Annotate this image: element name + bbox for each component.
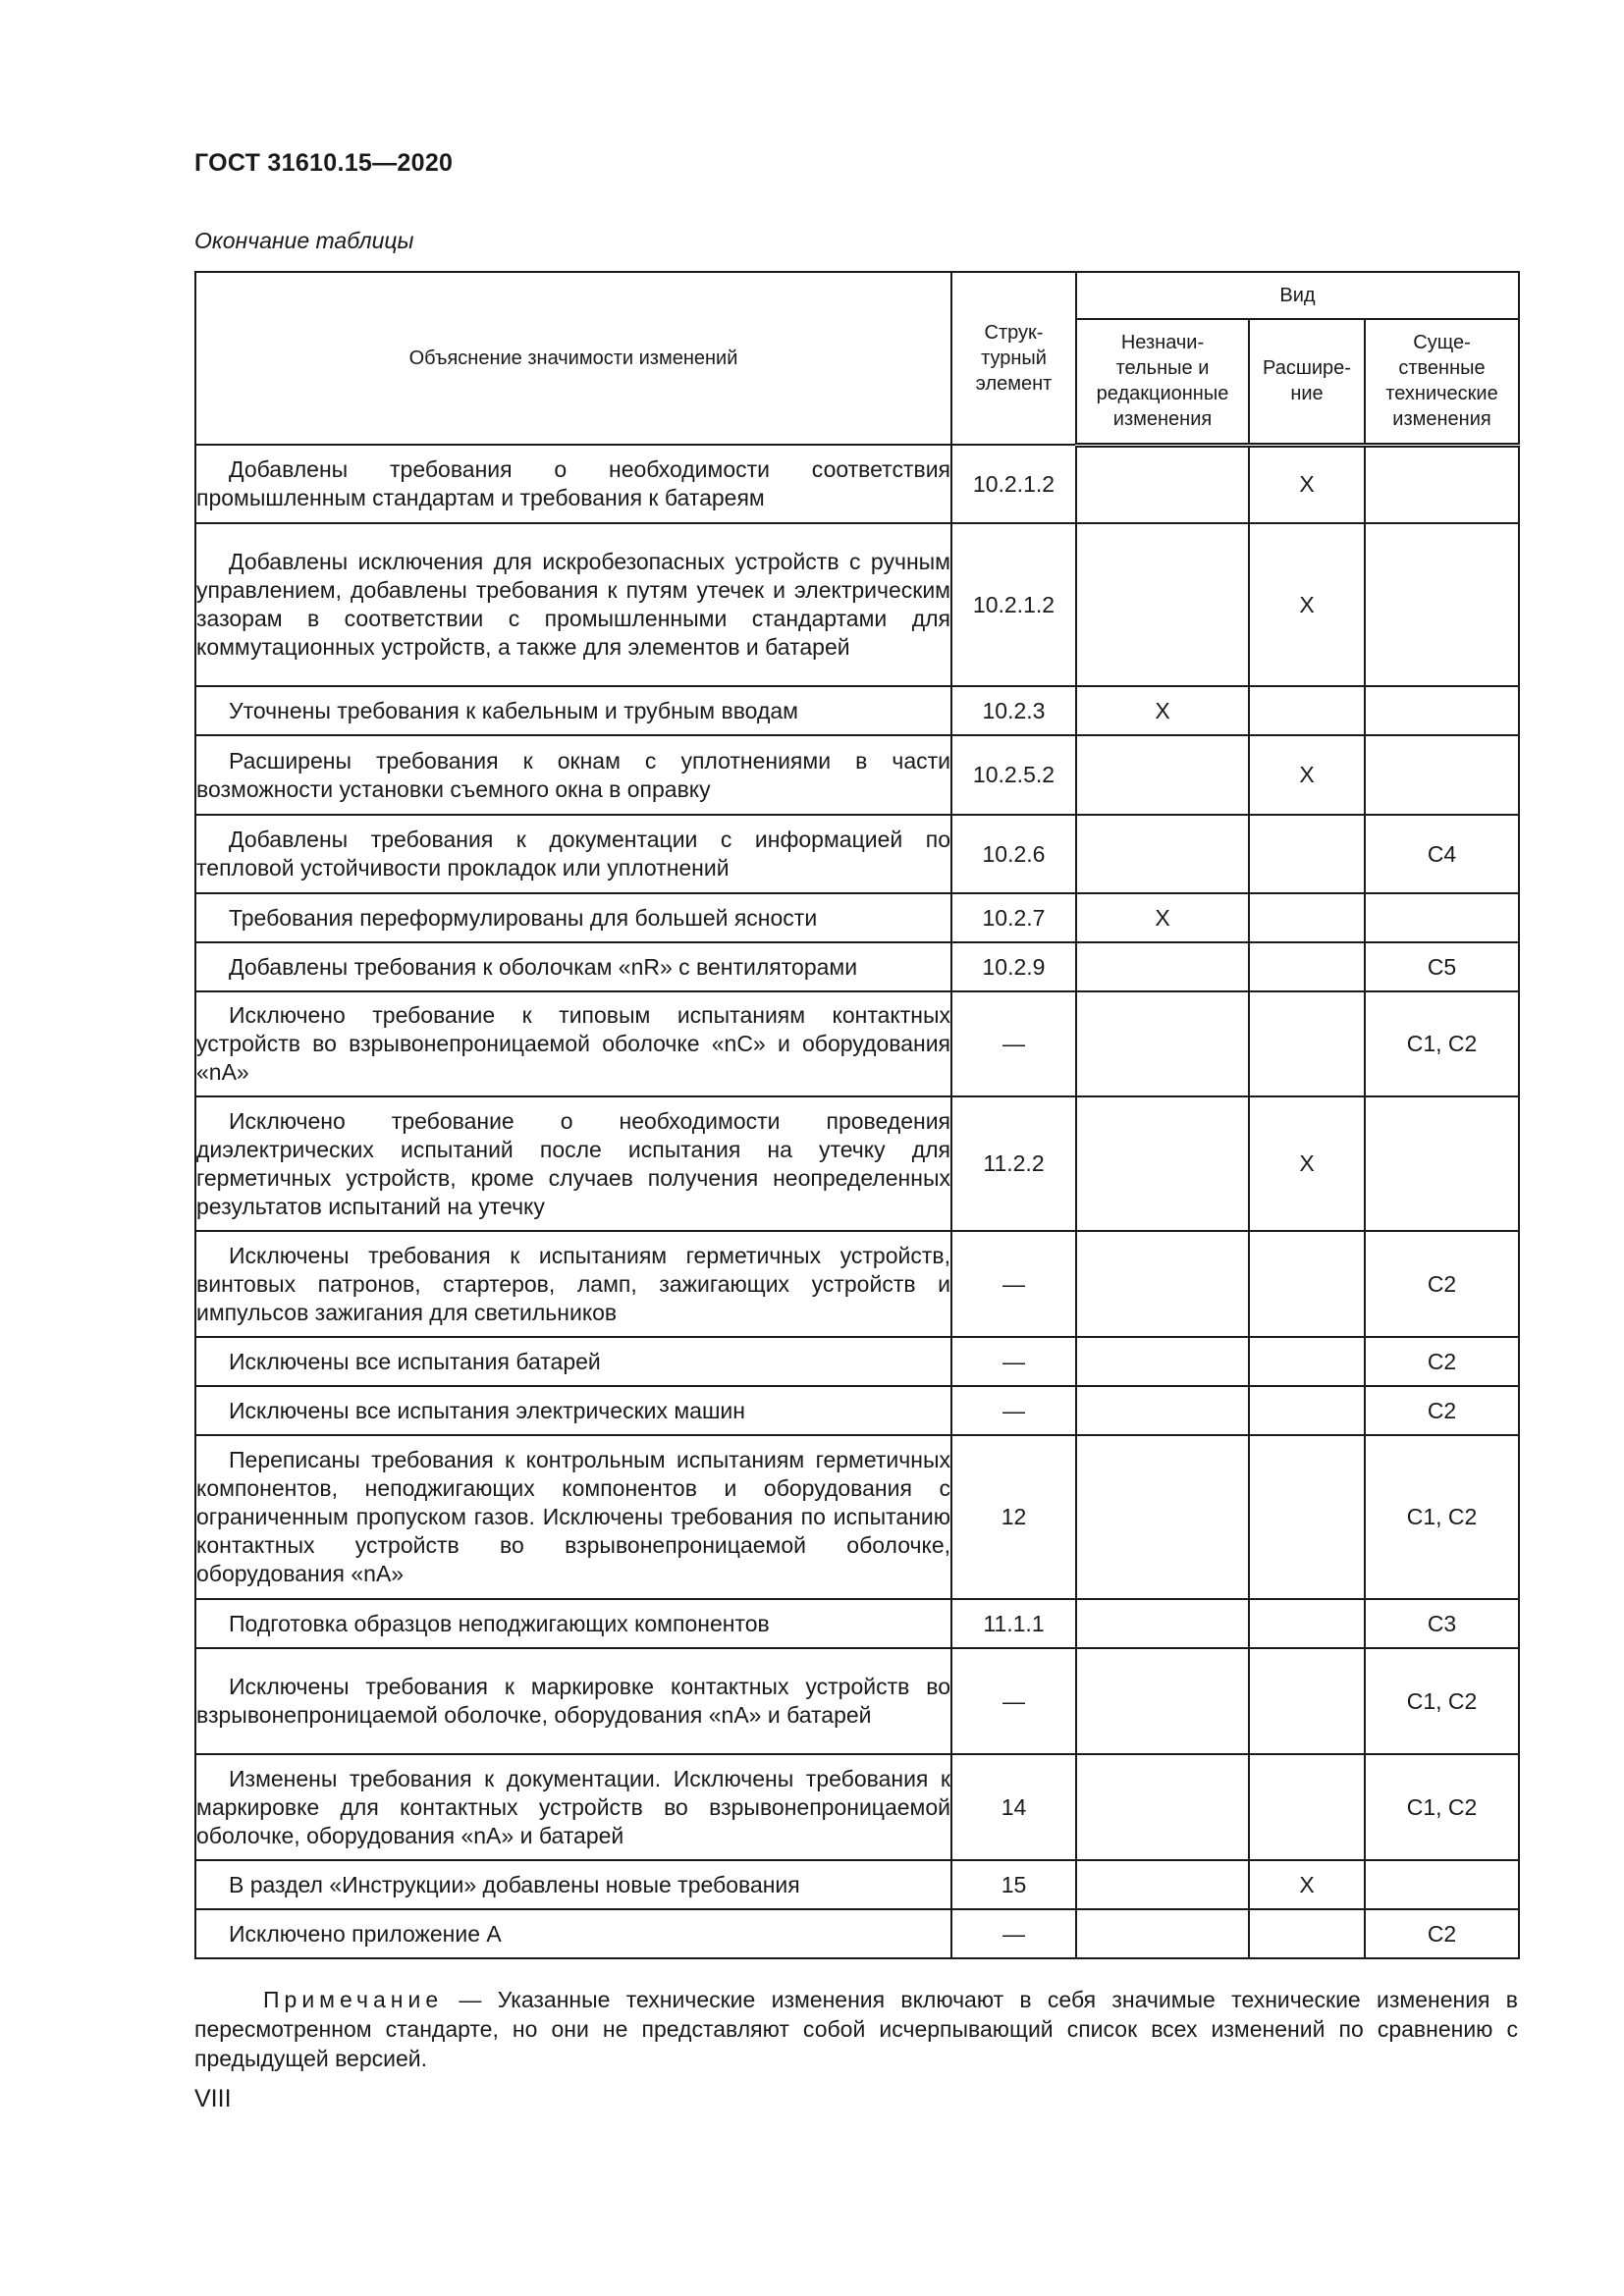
cell-element: — bbox=[951, 1386, 1076, 1435]
table-row bbox=[195, 445, 1519, 523]
cell-element: 10.2.1.2 bbox=[951, 445, 1076, 523]
cell-technical bbox=[1365, 523, 1519, 686]
cell-minor bbox=[1076, 1231, 1249, 1337]
cell-explanation bbox=[195, 1337, 951, 1386]
cell-element: 12 bbox=[951, 1435, 1076, 1599]
cell-technical bbox=[1365, 735, 1519, 815]
explanation-text: Уточнены требования к кабельным и трубным вводам bbox=[229, 697, 798, 723]
cell-element: 10.2.7 bbox=[951, 893, 1076, 942]
cell-explanation bbox=[195, 1435, 951, 1599]
cell-extension bbox=[1249, 1909, 1365, 1958]
cell-technical: C1, C2 bbox=[1365, 1648, 1519, 1754]
cell-explanation bbox=[195, 523, 951, 686]
table-row bbox=[195, 523, 1519, 686]
table-row bbox=[195, 1648, 1519, 1754]
note-text: — Указанные технические изменения включают в себя значимые технические изменения в пересмотренном стандарте, но они не представляют собой исчерпывающий список всех изменений по сравнению с предыдущей версией. bbox=[194, 1987, 1518, 2071]
table-caption: Окончание таблицы bbox=[194, 228, 414, 253]
cell-technical: C2 bbox=[1365, 1231, 1519, 1337]
changes-table bbox=[194, 271, 1520, 1959]
explanation-text: Переписаны требования к контрольным испытаниям герметичных компонентов, неподжигающих компонентов и оборудования с ограниченным пропуском газов. Исключены требования по испытанию контактных устройств во взрывонепроницаемой оболочке, оборудования «nA» bbox=[196, 1447, 950, 1586]
cell-minor bbox=[1076, 735, 1249, 815]
header-technical: Суще- ственные технические изменения bbox=[1365, 319, 1519, 445]
header-kind: Вид bbox=[1076, 272, 1519, 319]
cell-explanation bbox=[195, 991, 951, 1096]
cell-extension: X bbox=[1249, 1096, 1365, 1231]
cell-technical: C2 bbox=[1365, 1386, 1519, 1435]
cell-explanation bbox=[195, 1860, 951, 1909]
header-element: Струк- турный элемент bbox=[951, 272, 1076, 445]
cell-technical: C3 bbox=[1365, 1599, 1519, 1648]
cell-extension bbox=[1249, 942, 1365, 991]
cell-minor bbox=[1076, 445, 1249, 523]
explanation-text: Подготовка образцов неподжигающих компонентов bbox=[229, 1610, 770, 1636]
cell-element: — bbox=[951, 1909, 1076, 1958]
explanation-text: В раздел «Инструкции» добавлены новые требования bbox=[229, 1871, 800, 1897]
table-row bbox=[195, 735, 1519, 815]
cell-minor bbox=[1076, 1386, 1249, 1435]
cell-technical bbox=[1365, 1096, 1519, 1231]
cell-explanation bbox=[195, 1909, 951, 1958]
cell-extension: X bbox=[1249, 445, 1365, 523]
table-row bbox=[195, 1860, 1519, 1909]
table-row bbox=[195, 893, 1519, 942]
header-minor: Незначи- тельные и редакционные изменения bbox=[1076, 319, 1249, 445]
cell-explanation bbox=[195, 893, 951, 942]
cell-technical: C1, C2 bbox=[1365, 1754, 1519, 1860]
cell-extension bbox=[1249, 1231, 1365, 1337]
explanation-text: Исключены требования к испытаниям герметичных устройств, винтовых патронов, стартеров, ламп, зажигающих устройств и импульсов зажигания для светильников bbox=[196, 1242, 950, 1325]
cell-extension: X bbox=[1249, 1860, 1365, 1909]
cell-extension bbox=[1249, 893, 1365, 942]
header-explanation bbox=[195, 272, 951, 445]
cell-explanation bbox=[195, 1648, 951, 1754]
cell-minor bbox=[1076, 942, 1249, 991]
cell-minor bbox=[1076, 1337, 1249, 1386]
cell-technical bbox=[1365, 893, 1519, 942]
cell-minor bbox=[1076, 1909, 1249, 1958]
cell-element: 10.2.6 bbox=[951, 815, 1076, 893]
header-explanation-text: Объяснение значимости изменений bbox=[408, 347, 738, 369]
cell-minor: X bbox=[1076, 893, 1249, 942]
explanation-text: Расширены требования к окнам с уплотнениями в части возможности установки съемного окна в оправку bbox=[196, 747, 950, 802]
table-row bbox=[195, 1435, 1519, 1599]
explanation-text: Требования переформулированы для большей ясности bbox=[229, 904, 818, 931]
cell-element: 10.2.9 bbox=[951, 942, 1076, 991]
document-header: ГОСТ 31610.15—2020 bbox=[194, 149, 454, 177]
table-row bbox=[195, 1231, 1519, 1337]
cell-element: — bbox=[951, 1337, 1076, 1386]
explanation-text: Исключено требование к типовым испытаниям контактных устройств во взрывонепроницаемой оболочке «nC» и оборудования «nA» bbox=[196, 1002, 950, 1085]
explanation-text: Исключено приложение А bbox=[229, 1920, 502, 1947]
cell-explanation bbox=[195, 735, 951, 815]
cell-technical bbox=[1365, 445, 1519, 523]
explanation-text: Добавлены требования к оболочкам «nR» с вентиляторами bbox=[229, 953, 858, 980]
explanation-text: Исключены все испытания батарей bbox=[229, 1348, 601, 1374]
table-row bbox=[195, 942, 1519, 991]
cell-extension bbox=[1249, 1337, 1365, 1386]
cell-extension bbox=[1249, 1435, 1365, 1599]
cell-extension bbox=[1249, 1754, 1365, 1860]
cell-technical: C4 bbox=[1365, 815, 1519, 893]
explanation-text: Исключено требование о необходимости проведения диэлектрических испытаний после испытания на утечку для герметичных устройств, кроме случаев получения неопределенных результатов испытаний на утечку bbox=[196, 1107, 950, 1219]
table-row bbox=[195, 1754, 1519, 1860]
cell-explanation bbox=[195, 1231, 951, 1337]
cell-element: — bbox=[951, 991, 1076, 1096]
cell-element: — bbox=[951, 1648, 1076, 1754]
cell-element: 14 bbox=[951, 1754, 1076, 1860]
cell-explanation bbox=[195, 686, 951, 735]
table-row bbox=[195, 815, 1519, 893]
explanation-text: Добавлены требования о необходимости соответствия промышленным стандартам и требования к батареям bbox=[196, 456, 950, 510]
explanation-text: Изменены требования к документации. Исключены требования к маркировке для контактных устройств во взрывонепроницаемой оболочке, оборудования «nA» и батарей bbox=[196, 1765, 950, 1848]
cell-extension bbox=[1249, 686, 1365, 735]
table-row bbox=[195, 991, 1519, 1096]
cell-technical: C5 bbox=[1365, 942, 1519, 991]
cell-explanation bbox=[195, 1754, 951, 1860]
cell-element: 10.2.3 bbox=[951, 686, 1076, 735]
page-number: VIII bbox=[194, 2085, 232, 2112]
cell-minor bbox=[1076, 1096, 1249, 1231]
table-row bbox=[195, 1386, 1519, 1435]
table-row bbox=[195, 686, 1519, 735]
cell-technical: C1, C2 bbox=[1365, 991, 1519, 1096]
table-row bbox=[195, 1337, 1519, 1386]
cell-technical: C2 bbox=[1365, 1909, 1519, 1958]
cell-minor bbox=[1076, 991, 1249, 1096]
cell-extension bbox=[1249, 1386, 1365, 1435]
cell-explanation bbox=[195, 815, 951, 893]
cell-explanation bbox=[195, 1096, 951, 1231]
cell-minor bbox=[1076, 1860, 1249, 1909]
explanation-text: Добавлены требования к документации с информацией по тепловой устойчивости прокладок или уплотнений bbox=[196, 827, 950, 881]
cell-explanation bbox=[195, 1386, 951, 1435]
explanation-text: Добавлены исключения для искробезопасных устройств с ручным управлением, добавлены требования к путям утечек и электрическим зазорам в соответствии с промышленными стандартами для коммутационных устройств, а также для элементов и батарей bbox=[196, 549, 950, 660]
cell-element: 11.2.2 bbox=[951, 1096, 1076, 1231]
cell-minor bbox=[1076, 815, 1249, 893]
cell-element: — bbox=[951, 1231, 1076, 1337]
table-row bbox=[195, 1599, 1519, 1648]
table-row bbox=[195, 1096, 1519, 1231]
note-label: Примечание bbox=[263, 1987, 444, 2012]
cell-technical: C1, C2 bbox=[1365, 1435, 1519, 1599]
table-row bbox=[195, 1909, 1519, 1958]
table-body bbox=[195, 445, 1519, 1958]
explanation-text: Исключены все испытания электрических машин bbox=[229, 1397, 745, 1423]
cell-extension: X bbox=[1249, 735, 1365, 815]
cell-minor bbox=[1076, 1599, 1249, 1648]
cell-element: 10.2.1.2 bbox=[951, 523, 1076, 686]
cell-element: 11.1.1 bbox=[951, 1599, 1076, 1648]
cell-technical bbox=[1365, 686, 1519, 735]
cell-minor bbox=[1076, 523, 1249, 686]
cell-explanation bbox=[195, 942, 951, 991]
table-note bbox=[194, 1985, 1518, 2073]
cell-minor bbox=[1076, 1435, 1249, 1599]
cell-minor bbox=[1076, 1648, 1249, 1754]
cell-extension bbox=[1249, 815, 1365, 893]
cell-extension bbox=[1249, 1599, 1365, 1648]
cell-explanation bbox=[195, 445, 951, 523]
header-extension: Расшире- ние bbox=[1249, 319, 1365, 445]
cell-technical bbox=[1365, 1860, 1519, 1909]
cell-minor bbox=[1076, 1754, 1249, 1860]
cell-technical: C2 bbox=[1365, 1337, 1519, 1386]
cell-element: 15 bbox=[951, 1860, 1076, 1909]
cell-extension bbox=[1249, 991, 1365, 1096]
cell-explanation bbox=[195, 1599, 951, 1648]
explanation-text: Исключены требования к маркировке контактных устройств во взрывонепроницаемой оболочке, оборудования «nA» и батарей bbox=[196, 1674, 950, 1728]
cell-element: 10.2.5.2 bbox=[951, 735, 1076, 815]
note-body bbox=[194, 1985, 1518, 2073]
cell-extension: X bbox=[1249, 523, 1365, 686]
cell-extension bbox=[1249, 1648, 1365, 1754]
cell-minor: X bbox=[1076, 686, 1249, 735]
